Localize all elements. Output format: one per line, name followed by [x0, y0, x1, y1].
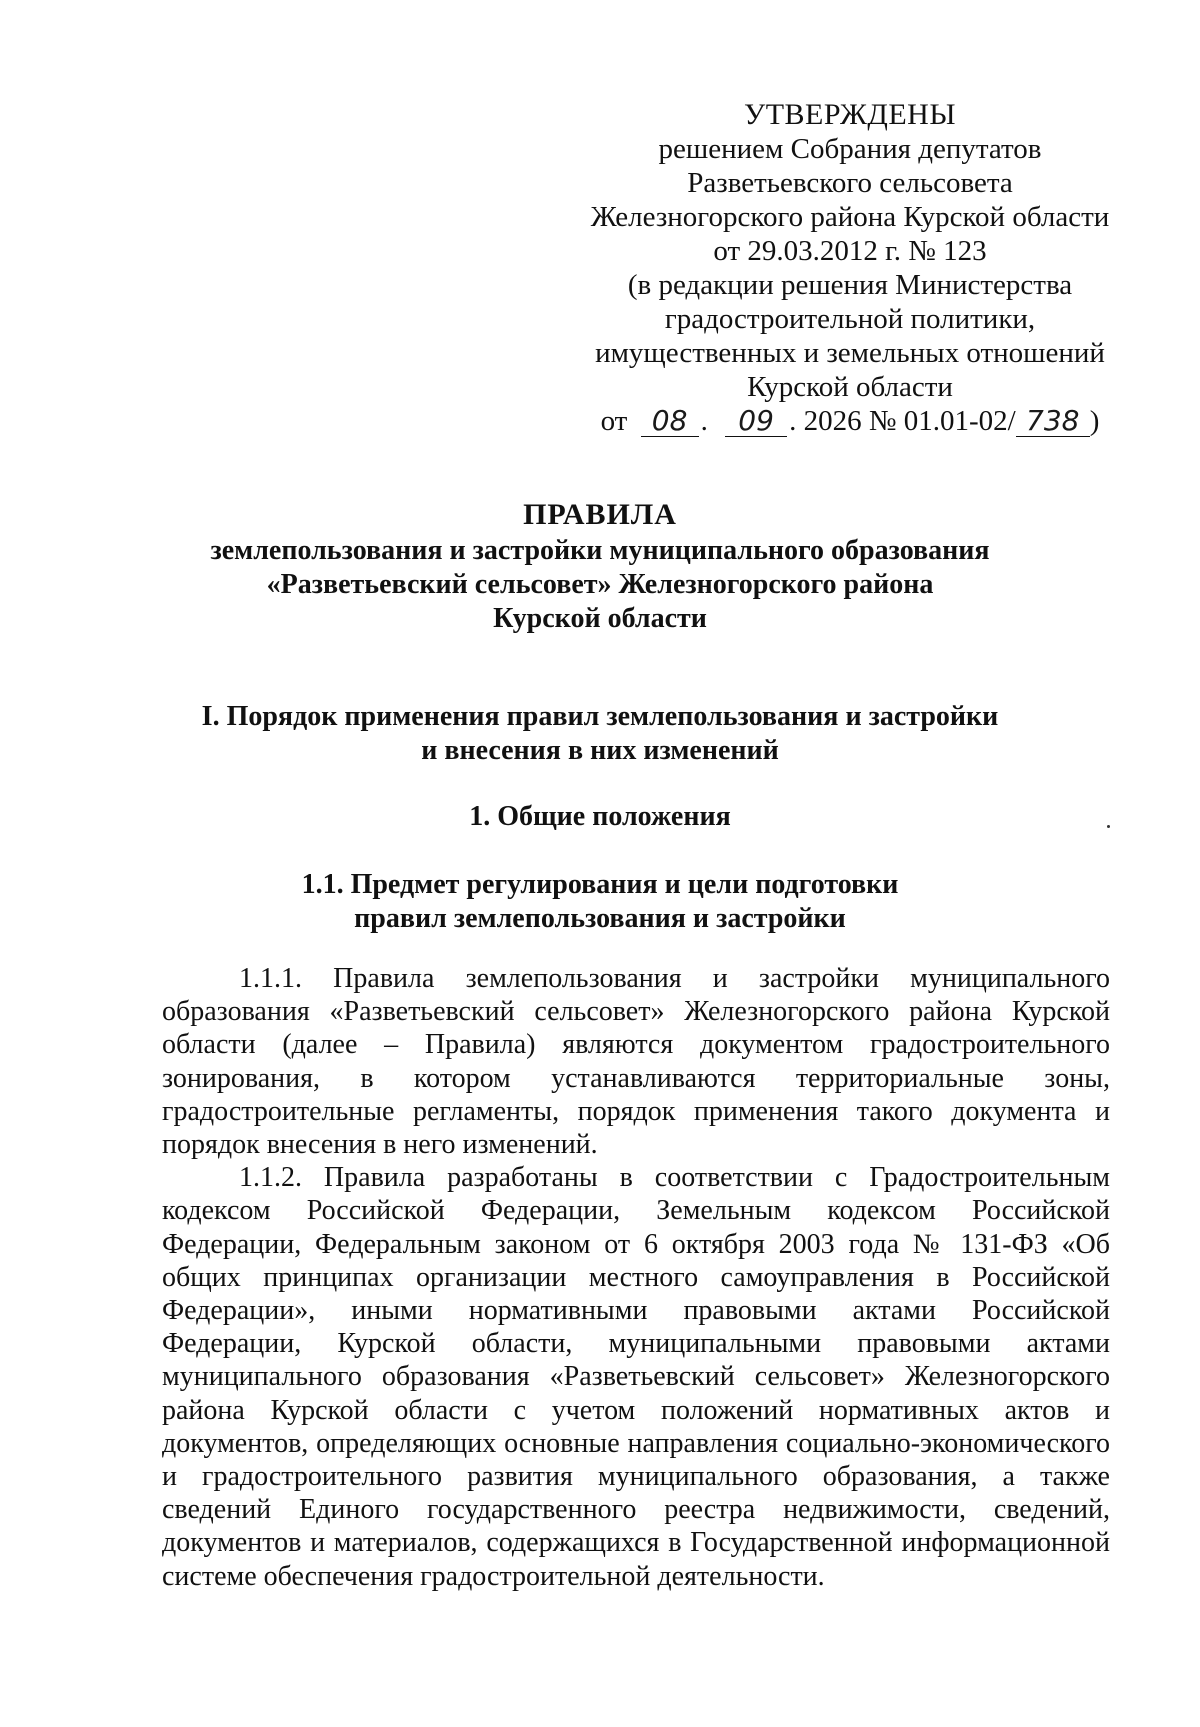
date-suffix: )	[1089, 405, 1100, 437]
subsubsection-heading-line: 1.1. Предмет регулирования и цели подготовки	[301, 869, 899, 900]
title-main: ПРАВИЛА	[523, 498, 677, 531]
document-title	[130, 498, 1070, 636]
subsubsection-heading	[130, 868, 1070, 936]
approval-line: (в редакции решения Министерства	[627, 269, 1073, 301]
approval-line: Курской области	[747, 371, 953, 403]
paragraph-1-1-1: 1.1.1. Правила землепользования и застройки муниципального образования «Разветьевский сельсовет» Железногорского района Курской области (далее – Правила) являются документом градостроительного зонирования, в котором устанавливаются территориальные зоны, градостроительные регламенты, порядок применения такого документа и порядок внесения в него изменений.	[162, 963, 1110, 1161]
approval-block	[580, 98, 1120, 438]
date-prefix: от	[600, 405, 628, 437]
handwritten-number: 738	[1016, 406, 1090, 437]
title-line: «Разветьевский сельсовет» Железногорского района	[266, 569, 934, 600]
subsection-heading: 1. Общие положения	[469, 801, 731, 832]
approval-title: УТВЕРЖДЕНЫ	[743, 98, 957, 131]
subsubsection-heading-line: правил землепользования и застройки	[354, 903, 846, 934]
scan-speck	[1107, 825, 1110, 828]
year-and-number-prefix: 2026 № 01.01-02/	[803, 405, 1016, 437]
handwritten-day: 08	[641, 406, 699, 437]
title-line: землепользования и застройки муниципального образования	[210, 535, 990, 566]
paragraph-1-1-2: 1.1.2. Правила разработаны в соответствии с Градостроительным кодексом Российской Федерации, Земельным кодексом Российской Федерации, Федеральным законом от 6 октября 2003 года № 131-ФЗ «Об общих принципах организации местного самоуправления в Российской Федерации», иными нормативными правовыми актами Российской Федерации, Курской области, муниципальными правовыми актами муниципального образования «Разветьевский сельсовет» Железногорского района Курской области с учетом положений нормативных актов и документов, определяющих основные направления социально-экономического и градостроительного развития муниципального образования, а также сведений Единого государственного реестра недвижимости, сведений, документов и материалов, содержащихся в Государственной информационной системе обеспечения градостроительной деятельности.	[162, 1162, 1110, 1592]
title-line: Курской области	[493, 603, 707, 634]
approval-line: от 29.03.2012 г. № 123	[713, 235, 987, 267]
approval-line: имущественных и земельных отношений	[595, 337, 1105, 369]
body-text	[162, 962, 1110, 1593]
approval-line: решением Собрания депутатов	[658, 133, 1042, 165]
section-heading	[130, 700, 1070, 768]
approval-line: Железногорского района Курской области	[590, 201, 1110, 233]
section-heading-line: I. Порядок применения правил землепользования и застройки	[201, 701, 999, 732]
revision-date-line: от 08 . 09 . 2026 № 01.01-02/ 738 )	[600, 404, 1100, 437]
approval-line: градостроительной политики,	[664, 303, 1036, 335]
approval-line: Разветьевского сельсовета	[687, 167, 1013, 199]
handwritten-month: 09	[725, 406, 787, 437]
section-heading-line: и внесения в них изменений	[421, 735, 779, 766]
